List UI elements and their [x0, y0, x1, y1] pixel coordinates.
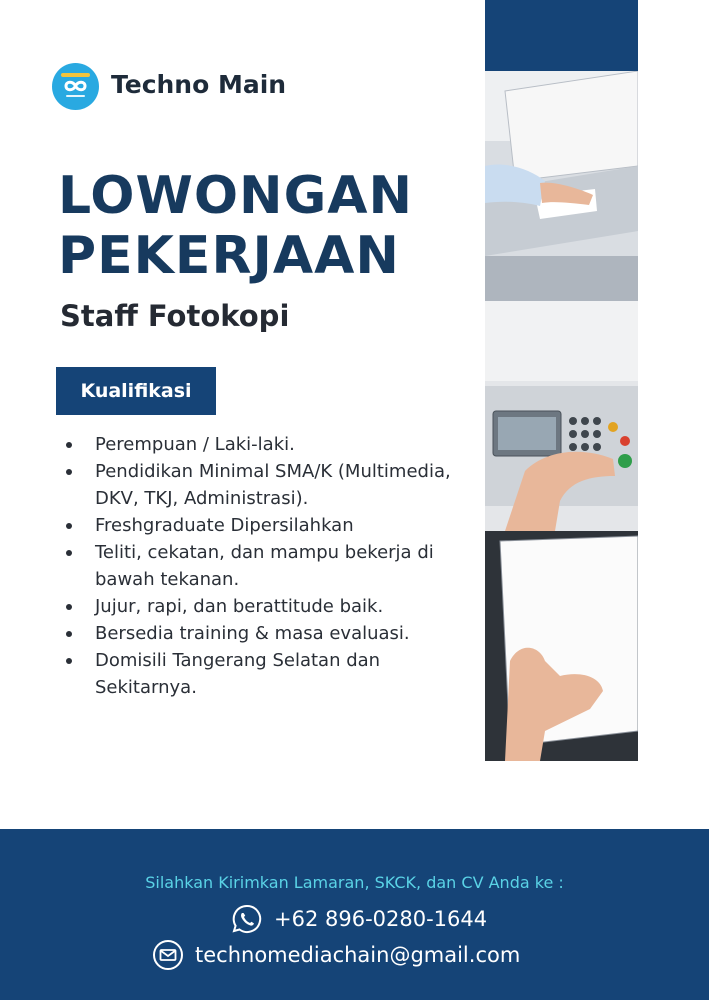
phone-contact[interactable]: [231, 903, 487, 935]
headline: [58, 166, 413, 286]
qualifications-list: [62, 431, 452, 701]
qualification-item: Bersedia training & masa evaluasi.: [62, 620, 452, 647]
copier-glass-hand-photo: [485, 531, 638, 761]
headline-line-1: LOWONGAN: [58, 166, 414, 226]
infinity-icon: [52, 63, 99, 110]
email-contact[interactable]: [152, 939, 520, 971]
qualification-item: Pendidikan Minimal SMA/K (Multimedia, DKV, TKJ, Administrasi).: [62, 458, 452, 512]
copier-scanner-photo: [485, 71, 638, 301]
application-instructions: Silahkan Kirimkan Lamaran, SKCK, dan CV Anda ke :: [145, 873, 564, 892]
job-position: Staff Fotokopi: [60, 299, 290, 333]
photo-strip: [485, 71, 638, 761]
qualification-item: Domisili Tangerang Selatan dan Sekitarnya.: [62, 647, 452, 701]
brand-name: Techno Main: [111, 70, 287, 99]
copier-control-panel-photo: [485, 301, 638, 531]
contact-footer: [0, 829, 709, 1000]
email-address[interactable]: technomediachain@gmail.com: [195, 943, 521, 967]
mail-icon: [152, 939, 184, 971]
phone-number[interactable]: +62 896-0280-1644: [274, 907, 488, 931]
brand-logo: [52, 63, 99, 110]
qualification-item: Jujur, rapi, dan berattitude baik.: [62, 593, 452, 620]
qualification-item: Teliti, cekatan, dan mampu bekerja di bawah tekanan.: [62, 539, 452, 593]
qualification-item: Freshgraduate Dipersilahkan: [62, 512, 452, 539]
top-accent-band: [485, 0, 638, 71]
whatsapp-icon: [231, 903, 263, 935]
qualifications-title: Kualifikasi: [56, 367, 216, 415]
headline-line-2: PEKERJAAN: [58, 226, 400, 286]
qualification-item: Perempuan / Laki-laki.: [62, 431, 452, 458]
